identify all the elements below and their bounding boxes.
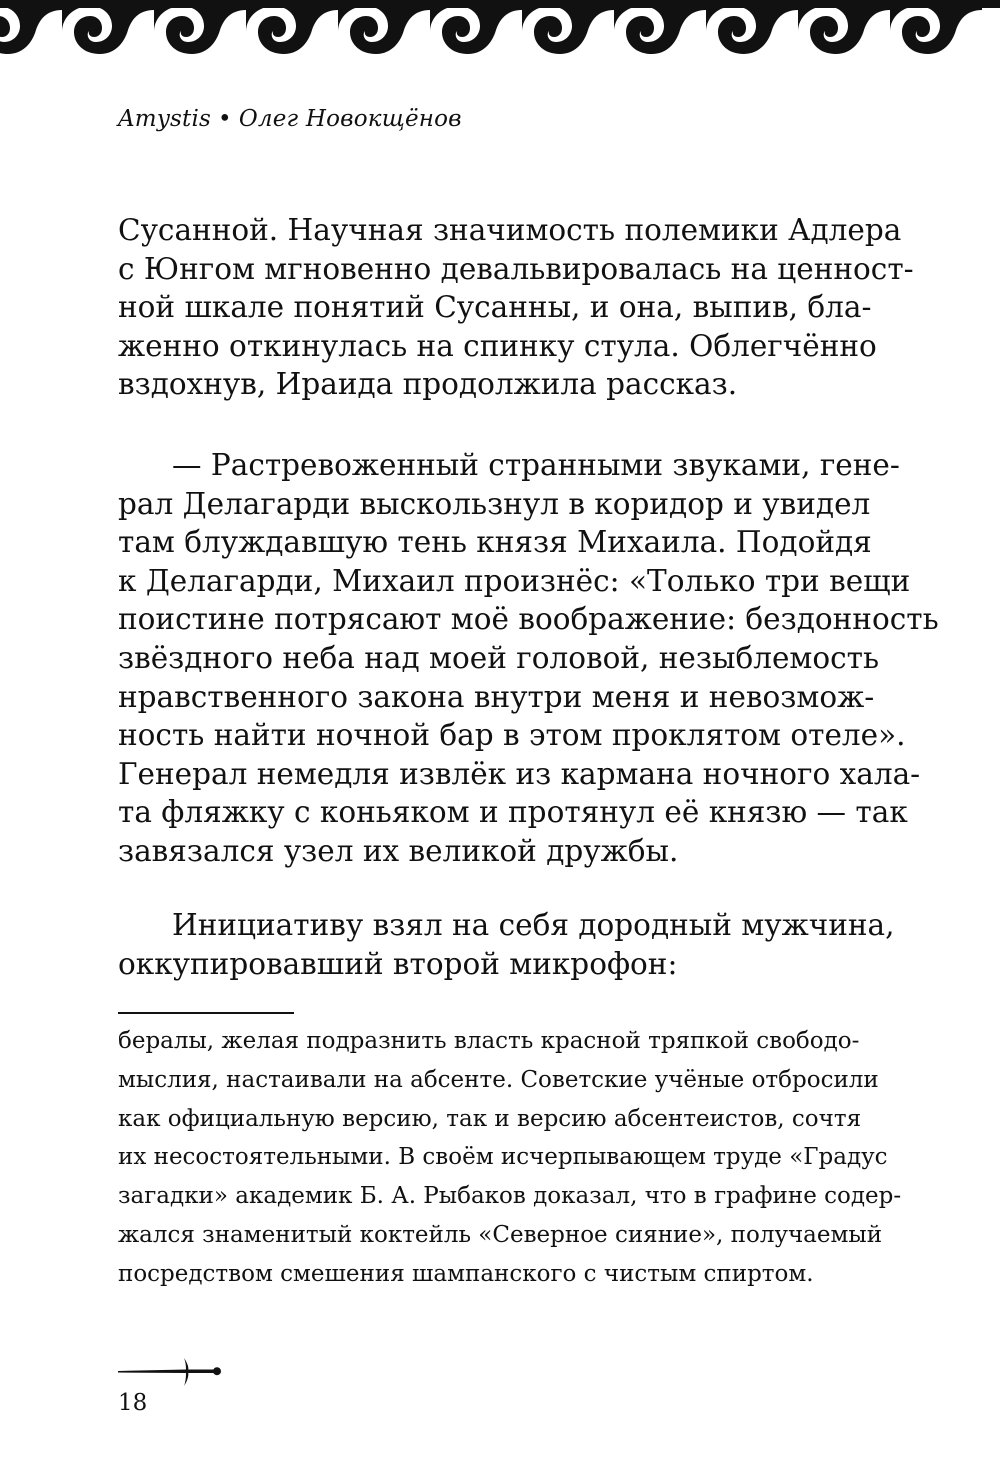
text-line: рал Делагарди выскользнул в коридор и увидел (118, 486, 871, 521)
text-line: Генерал немедля извлёк из кармана ночного хала- (118, 756, 921, 791)
header-separator: • (218, 106, 232, 132)
paragraph-2 (118, 446, 939, 871)
footnote-line: берaлы, желая подразнить власть красной тряпкой свободо- (118, 1028, 860, 1054)
text-line: к Делагарди, Михаил произнёс: «Только три вещи (118, 563, 911, 598)
text-line: ность найти ночной бар в этом проклятом отеле». (118, 718, 906, 753)
footnote (118, 1022, 902, 1294)
footnote-line: загадки» академик Б. А. Рыбаков доказал, что в графине содер- (118, 1183, 902, 1210)
paragraph-1 (118, 211, 914, 404)
text-line: та фляжку с коньяком и протянул её князю — так (118, 795, 908, 830)
text-line: Инициативу взял на себя дородный мужчина, (172, 908, 895, 942)
text-line: завязался узел их великой дружбы. (118, 833, 679, 868)
footnote-rule (118, 1012, 294, 1014)
footnote-line: как официальную версию, так и версию абсентеистов, сочтя (118, 1105, 862, 1132)
text-line: — Растревоженный странными звуками, гене- (172, 448, 900, 482)
text-line: поистине потрясают моё воображение: бездонность (118, 602, 939, 637)
sword-icon (116, 1356, 228, 1388)
text-line: ной шкале понятий Сусанны, и она, выпив, бла- (118, 290, 872, 325)
running-head (118, 106, 462, 132)
text-line: женно откинулась на спинку стула. Облегчённо (118, 328, 877, 363)
paragraph-3 (118, 906, 895, 983)
series-title: Amystis (118, 106, 212, 132)
footnote-line: посредством смешения шампанского с чистым спиртом. (118, 1260, 814, 1287)
footnote-line: их несостоятельными. В своём исчерпывающем труде «Градус (118, 1144, 888, 1171)
wave-pattern (0, 4, 982, 54)
wave-ornament-border (0, 0, 1000, 58)
text-line: нравственного закона внутри меня и невозмож- (118, 679, 875, 714)
footnote-line: мыслия, настаивали на абсенте. Советские учёные отбросили (118, 1066, 879, 1093)
author-name: Олег Новокщёнов (238, 106, 462, 132)
footnote-line: жался знаменитый коктейль «Северное сияние», получаемый (118, 1221, 883, 1248)
text-line: с Юнгом мгновенно девальвировалась на ценност- (118, 251, 914, 286)
text-line: Сусанной. Научная значимость полемики Адлера (118, 213, 902, 247)
page-number: 18 (118, 1390, 148, 1416)
text-line: оккупировавший второй микрофон: (118, 946, 678, 981)
text-line: вздохнув, Ираида продолжила рассказ. (118, 367, 738, 402)
text-line: там блуждавшую тень князя Михаила. Подойдя (118, 525, 872, 560)
text-line: звёздного неба над моей головой, незыблемость (118, 640, 880, 675)
